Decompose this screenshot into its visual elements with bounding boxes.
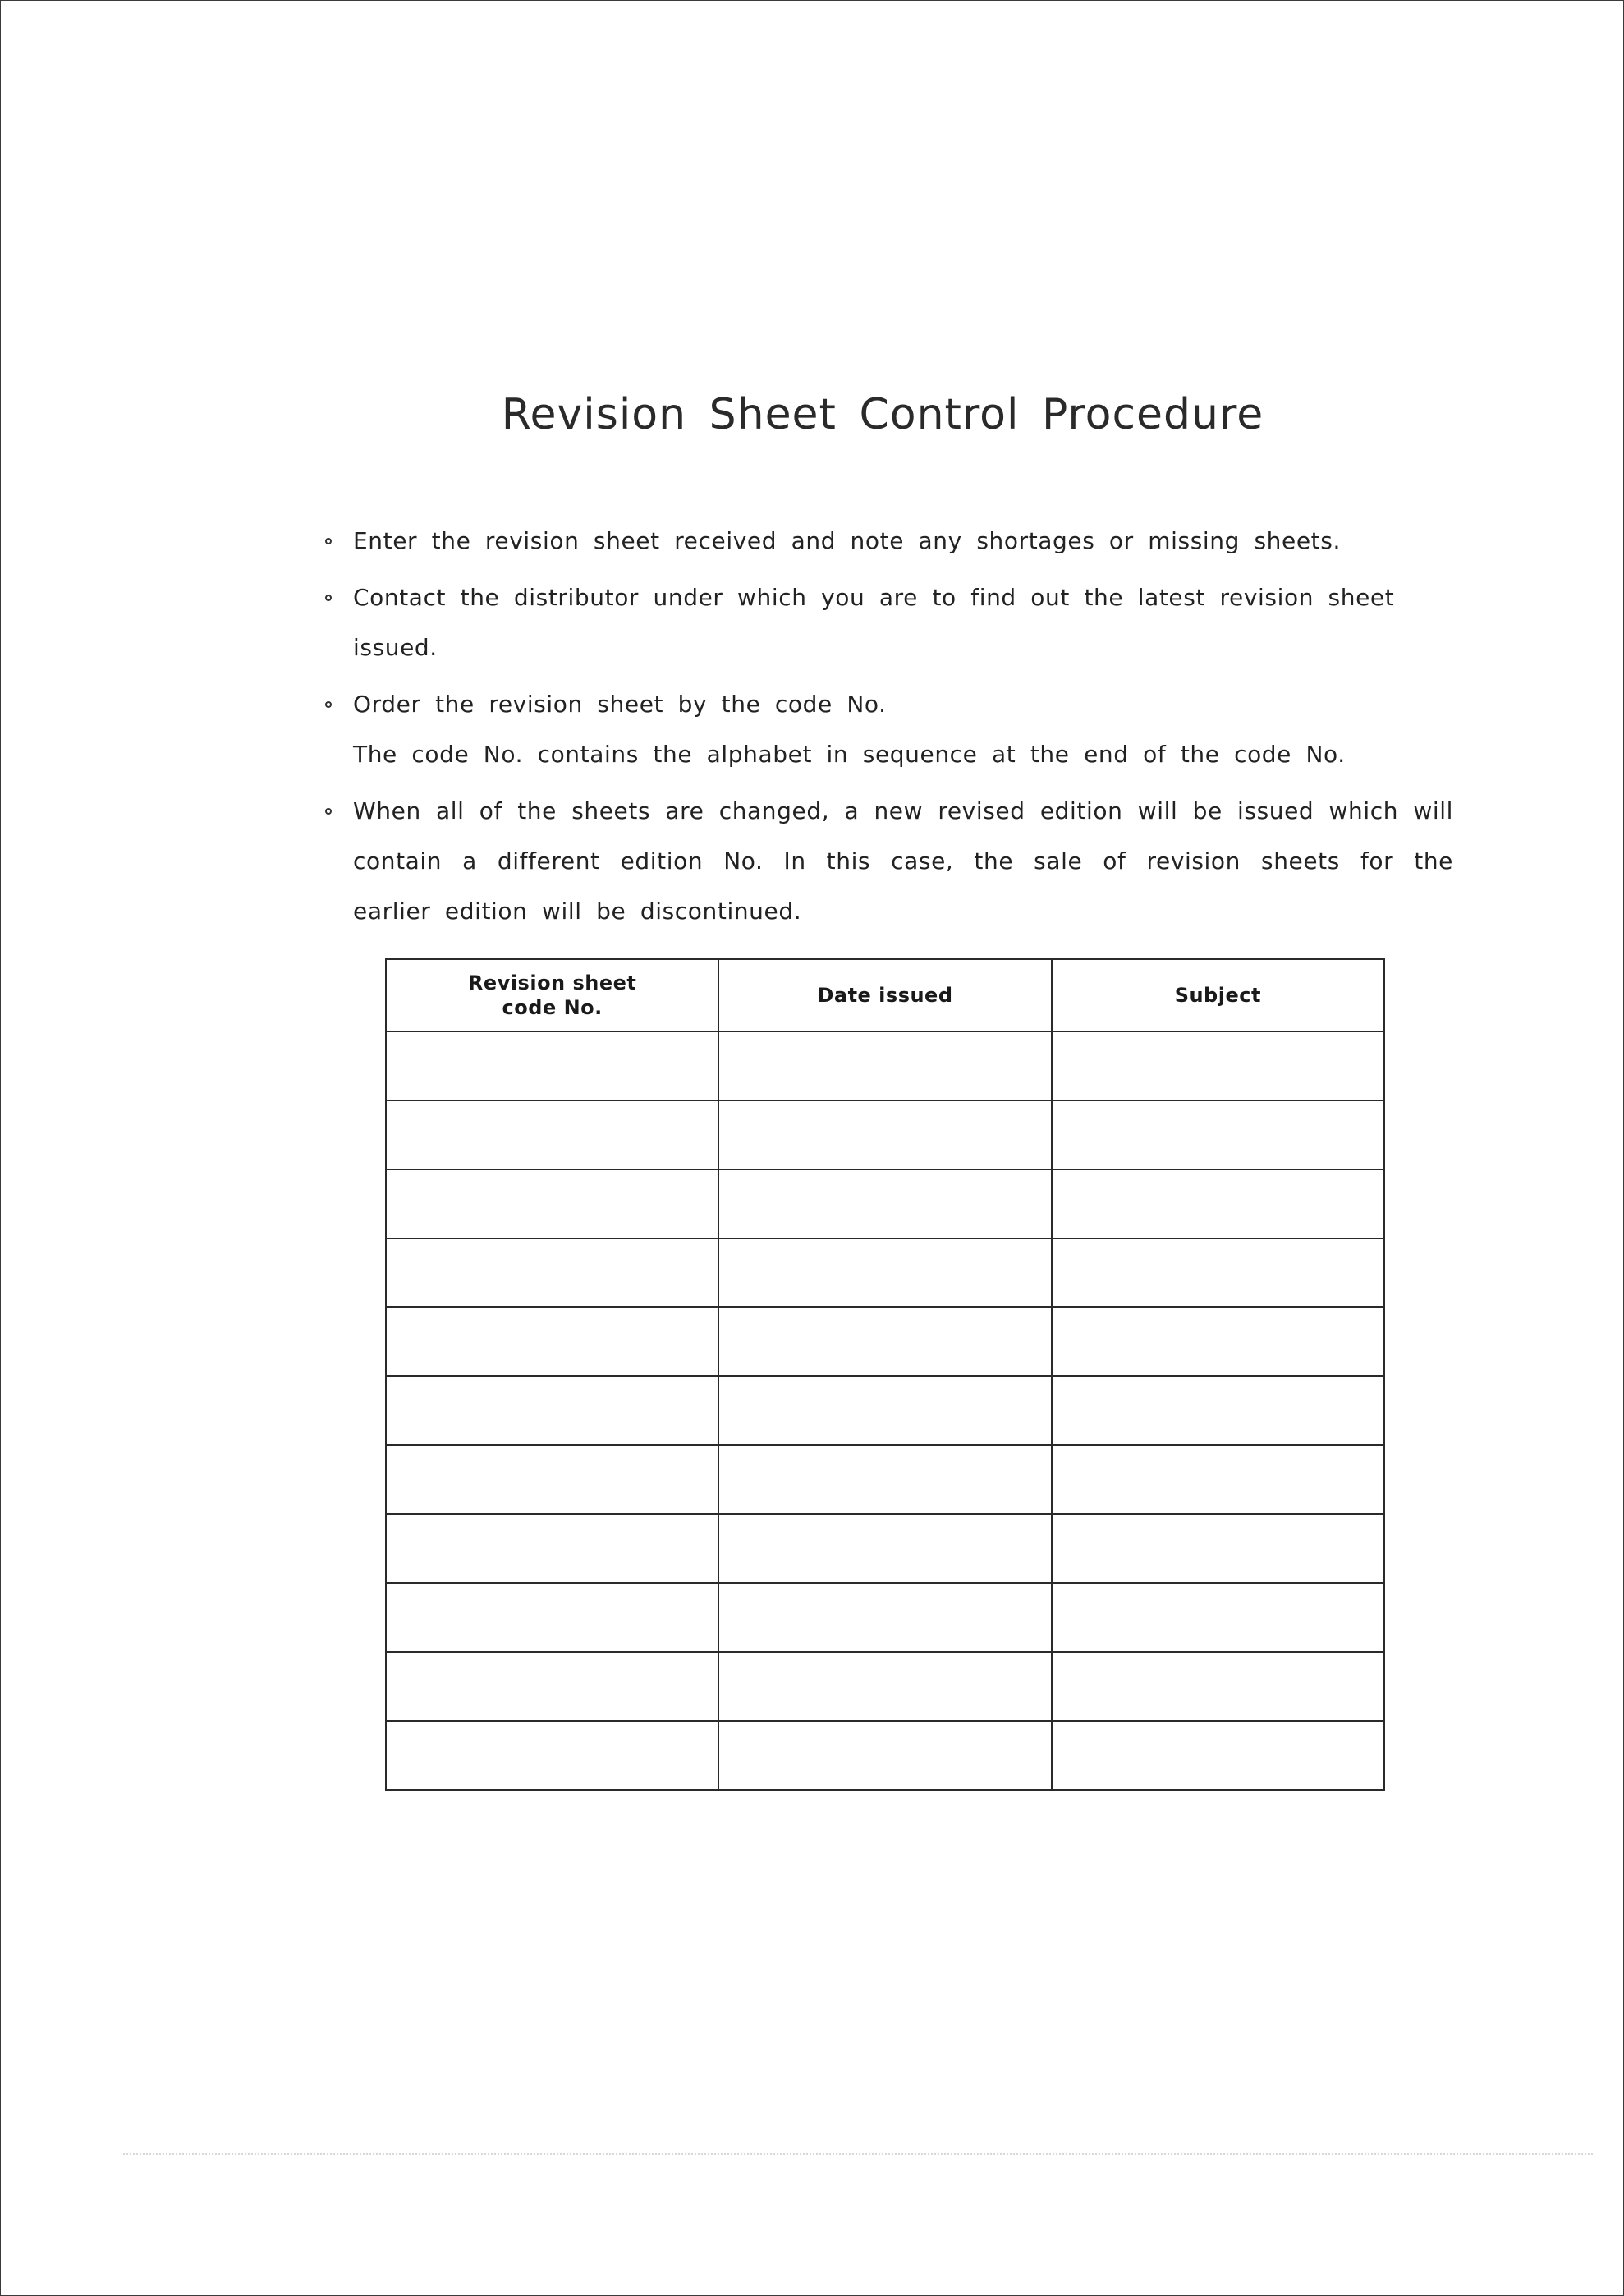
table-row (386, 1721, 1384, 1790)
procedure-item (320, 516, 1453, 566)
table-cell-code-no (386, 1169, 718, 1238)
table-cell-code-no (386, 1445, 718, 1514)
bullet-icon (325, 538, 332, 544)
table-cell-date-issued (718, 1721, 1051, 1790)
table-row (386, 1445, 1384, 1514)
table-row (386, 1169, 1384, 1238)
table-row (386, 1652, 1384, 1721)
table-cell-date-issued (718, 1307, 1051, 1376)
revision-table (385, 958, 1385, 1791)
table-cell-date-issued (718, 1445, 1051, 1514)
table-cell-subject (1052, 1031, 1384, 1100)
table-row (386, 1031, 1384, 1100)
table-cell-code-no (386, 1031, 718, 1100)
table-header-row (386, 959, 1384, 1031)
procedure-text-continued: The code No. contains the alphabet in sequence at the end of the code No. (353, 741, 1346, 768)
table-row (386, 1583, 1384, 1652)
table-row (386, 1100, 1384, 1169)
table-cell-subject (1052, 1652, 1384, 1721)
table-cell-code-no (386, 1514, 718, 1583)
scan-artifact-line (123, 2153, 1593, 2157)
column-header-subject: Subject (1052, 959, 1384, 1031)
table-cell-code-no (386, 1238, 718, 1307)
bullet-icon (325, 701, 332, 708)
procedure-item (320, 572, 1453, 673)
table-cell-date-issued (718, 1100, 1051, 1169)
procedure-item (320, 786, 1453, 936)
table-cell-code-no (386, 1307, 718, 1376)
table-cell-date-issued (718, 1652, 1051, 1721)
table-cell-code-no (386, 1100, 718, 1169)
procedure-text: Contact the distributor under which you are to find out the latest revision sheet issued. (353, 584, 1395, 661)
table-cell-code-no (386, 1721, 718, 1790)
procedure-text: Enter the revision sheet received and note any shortages or missing sheets. (353, 527, 1341, 554)
table-cell-subject (1052, 1514, 1384, 1583)
column-header-date-issued: Date issued (718, 959, 1051, 1031)
page-title: Revision Sheet Control Procedure (501, 389, 1264, 439)
table-body (386, 1031, 1384, 1790)
table-row (386, 1307, 1384, 1376)
bullet-icon (325, 595, 332, 601)
table-cell-code-no (386, 1583, 718, 1652)
table-cell-subject (1052, 1100, 1384, 1169)
table-cell-date-issued (718, 1514, 1051, 1583)
table-cell-date-issued (718, 1583, 1051, 1652)
procedure-text: Order the revision sheet by the code No. (353, 691, 887, 718)
table-cell-subject (1052, 1376, 1384, 1445)
table-cell-date-issued (718, 1031, 1051, 1100)
table-cell-date-issued (718, 1238, 1051, 1307)
table-cell-date-issued (718, 1376, 1051, 1445)
column-header-code-no: Revision sheet code No. (386, 959, 718, 1031)
procedure-text: When all of the sheets are changed, a new revised edition will be issued which will contain a different edition No. In this case, the sale of revision sheets for the earlier edition will be discontinued. (353, 797, 1453, 925)
procedure-item (320, 679, 1453, 779)
table-cell-code-no (386, 1652, 718, 1721)
table-cell-subject (1052, 1445, 1384, 1514)
table-cell-subject (1052, 1238, 1384, 1307)
table-row (386, 1238, 1384, 1307)
table-cell-subject (1052, 1721, 1384, 1790)
revision-table-container (385, 958, 1385, 1791)
table-cell-subject (1052, 1307, 1384, 1376)
table-row (386, 1376, 1384, 1445)
bullet-icon (325, 808, 332, 815)
table-cell-date-issued (718, 1169, 1051, 1238)
table-cell-subject (1052, 1583, 1384, 1652)
procedure-list (320, 516, 1453, 936)
table-cell-subject (1052, 1169, 1384, 1238)
table-row (386, 1514, 1384, 1583)
table-cell-code-no (386, 1376, 718, 1445)
